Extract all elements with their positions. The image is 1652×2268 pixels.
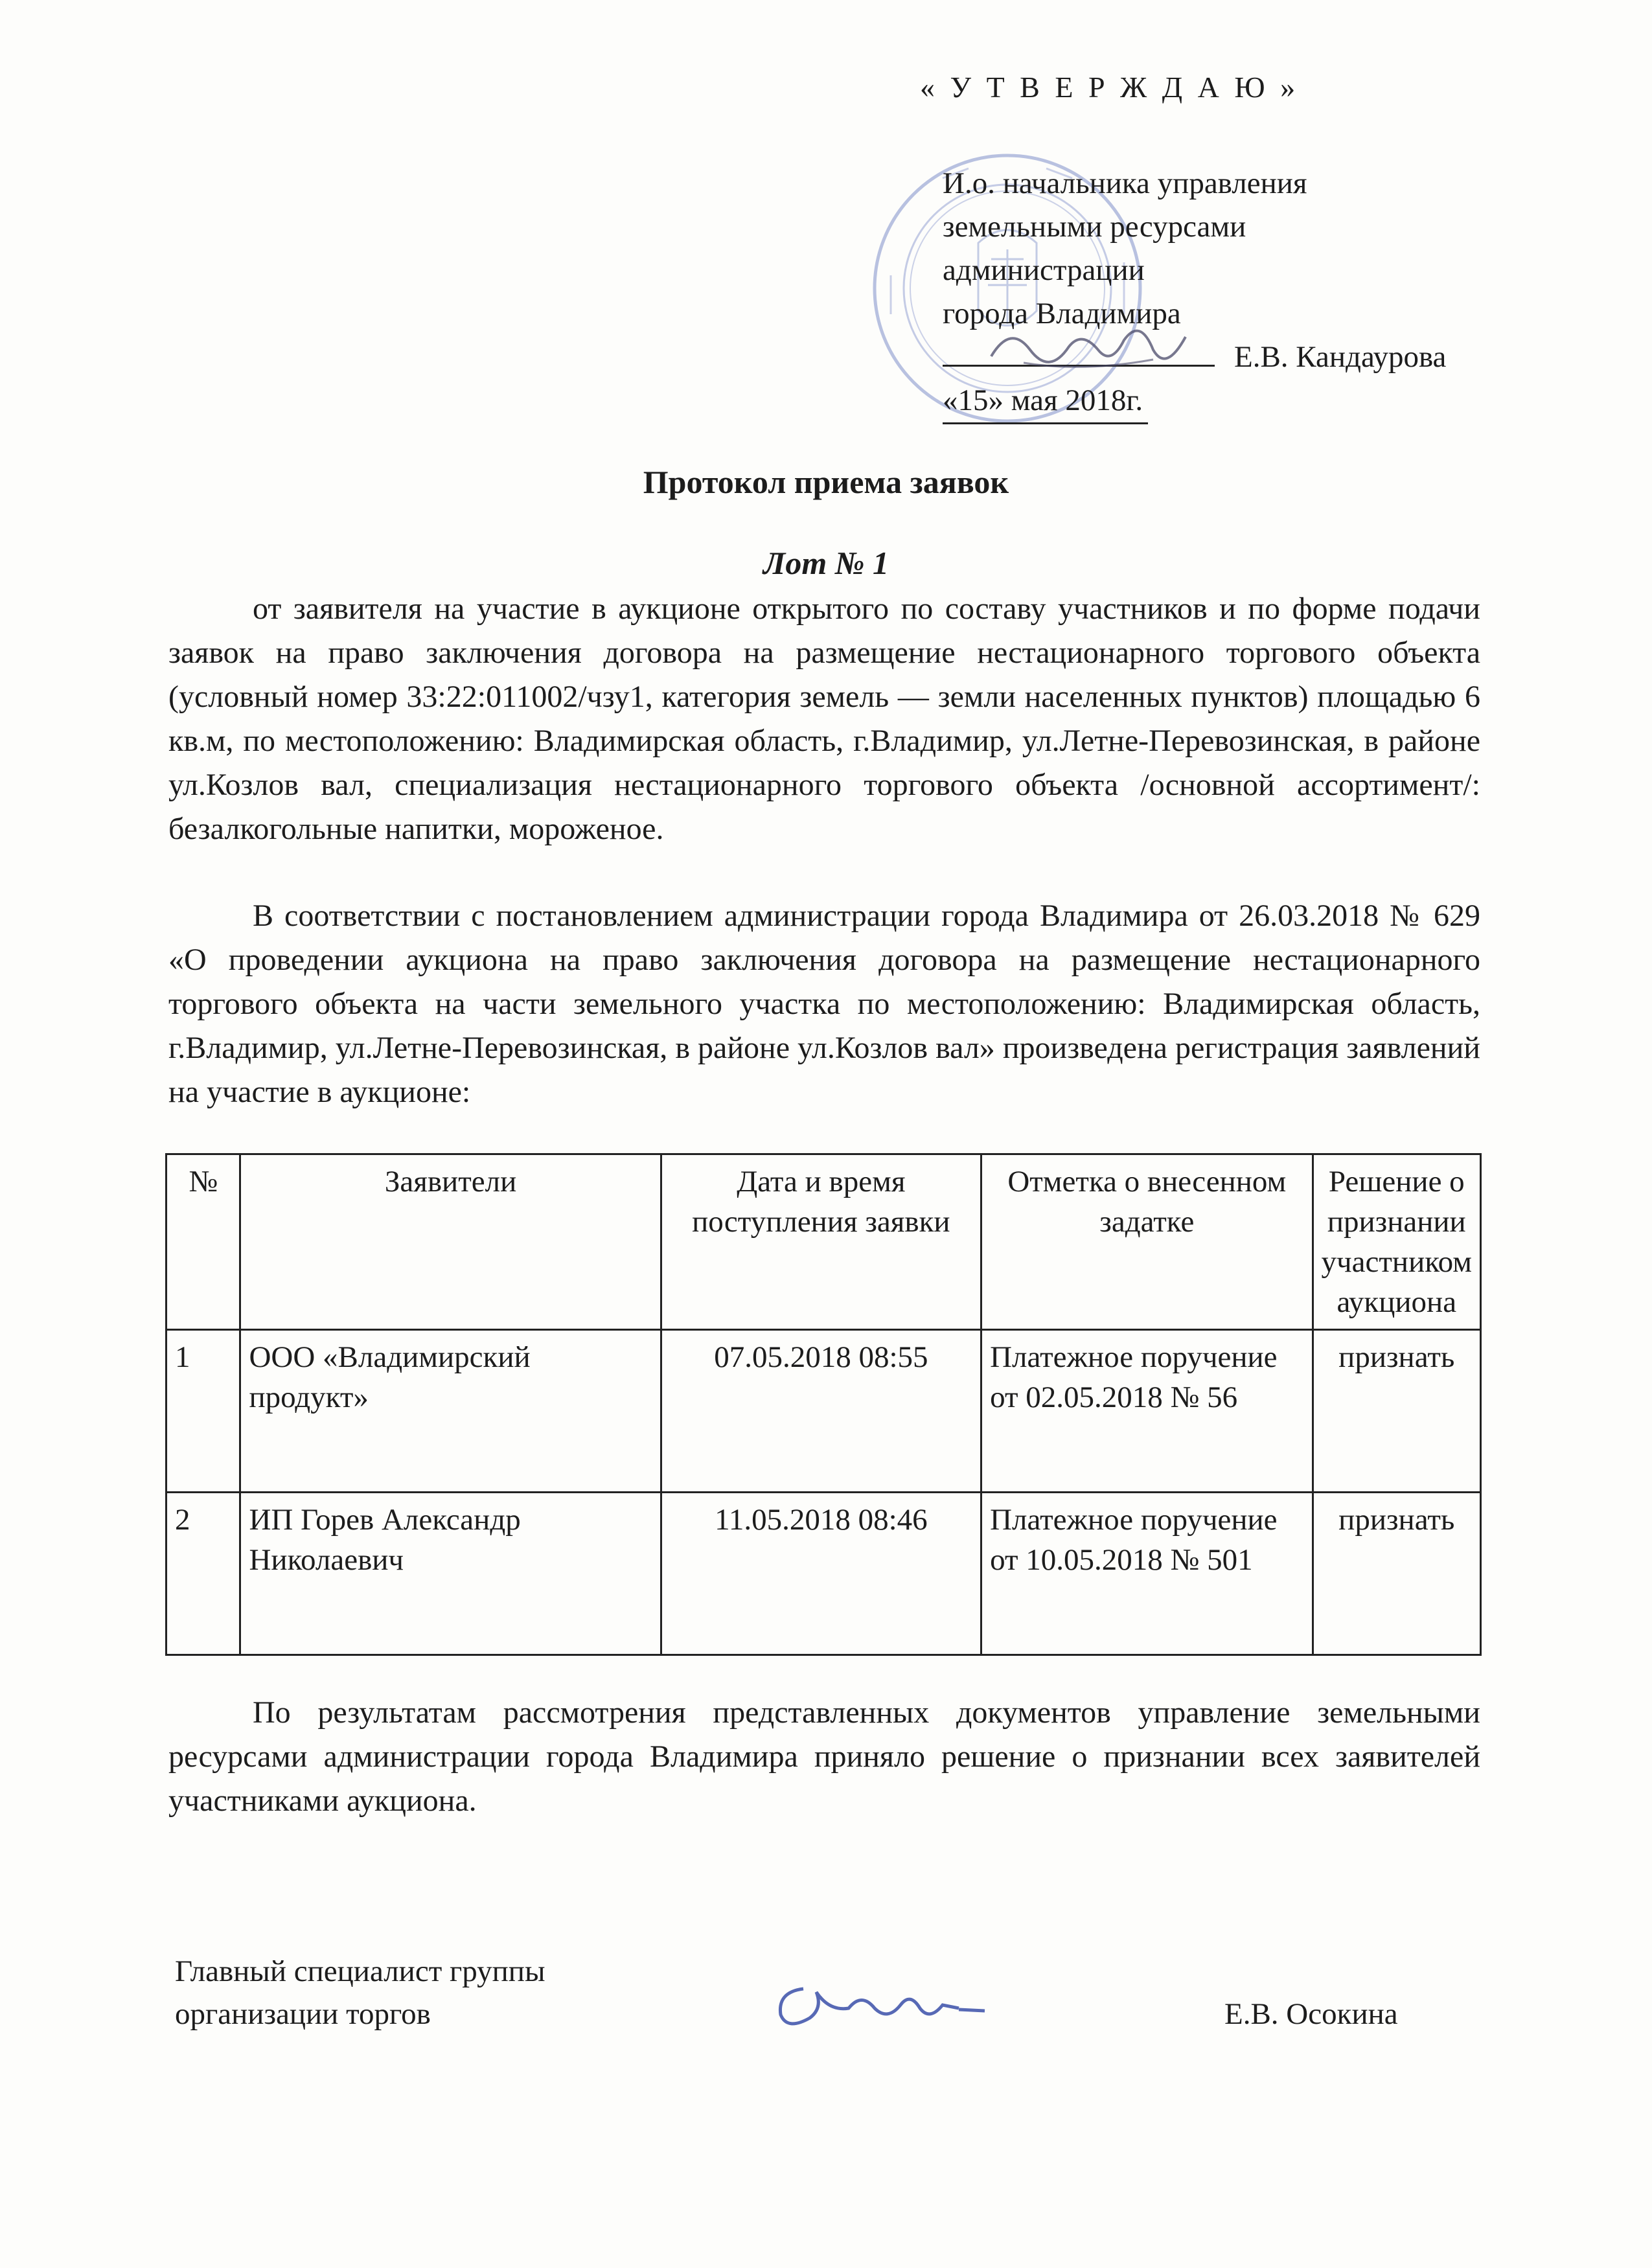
row-datetime: 07.05.2018 08:55 <box>661 1330 981 1493</box>
approval-block <box>943 162 1558 424</box>
signature-top <box>985 311 1192 382</box>
footer-signer-name: Е.В. Осокина <box>1224 1997 1398 2031</box>
paragraph-basis: В соответствии с постановлением администрации города Владимира от 26.03.2018 № 629 «О проведении аукциона на право заключения договора на размещение нестационарного торгового объекта на части земельного участка по местоположению: Владимирская область, г.Владимир, ул.Летне-Перевозинская, в районе ул.Козлов вал» произведена регистрация заявлений на участие в аукционе: <box>168 899 1480 1109</box>
applications-table <box>165 1153 1482 1656</box>
header-applicants: Заявители <box>240 1154 661 1330</box>
table-header-row <box>166 1154 1481 1330</box>
table-row <box>166 1330 1481 1493</box>
row-decision: признать <box>1313 1493 1480 1655</box>
footer-position-line-2: организации торгов <box>175 1997 431 2031</box>
approval-signer-name: Е.В. Кандаурова <box>1234 340 1447 374</box>
approval-line-2: земельными ресурсами <box>943 210 1246 244</box>
approval-title: « У Т В Е Р Ж Д А Ю » <box>920 71 1300 104</box>
footer-position <box>175 1950 545 2035</box>
row-decision: признать <box>1313 1330 1480 1493</box>
header-datetime: Дата и время поступления заявки <box>661 1154 981 1330</box>
row-deposit: Платежное поручение от 10.05.2018 № 501 <box>981 1493 1313 1655</box>
table-row <box>166 1493 1481 1655</box>
header-decision: Решение о признании участником аукциона <box>1313 1154 1480 1330</box>
row-applicant: ООО «Владимирский продукт» <box>240 1330 661 1493</box>
approval-date-row <box>943 379 1558 424</box>
footer-position-line-1: Главный специалист группы <box>175 1954 545 1988</box>
row-deposit: Платежное поручение от 02.05.2018 № 56 <box>981 1330 1313 1493</box>
approval-line-3: администрации <box>943 253 1145 287</box>
row-num: 1 <box>166 1330 240 1493</box>
row-datetime: 11.05.2018 08:46 <box>661 1493 981 1655</box>
header-num: № <box>166 1154 240 1330</box>
signature-bottom <box>764 1963 1011 2041</box>
paragraph-subject: от заявителя на участие в аукционе открытого по составу участников и по форме подачи заявок на право заключения договора на размещение нестационарного торгового объекта (условный номер 33:22:011002/чзу1, категория земель — земли населенных пунктов) площадью 6 кв.м, по местоположению: Владимирская область, г.Владимир, ул.Летне-Перевозинская, в районе ул.Козлов вал, специализация нестационарного торгового объекта /основной ассортимент/: безалкогольные напитки, мороженое. <box>168 591 1480 846</box>
document-title: Протокол приема заявок <box>643 464 1009 500</box>
row-num: 2 <box>166 1493 240 1655</box>
approval-line-4: города Владимира <box>943 297 1181 330</box>
row-applicant: ИП Горев Александр Николаевич <box>240 1493 661 1655</box>
approval-line-1: И.о. начальника управления <box>943 166 1307 200</box>
approval-date: «15» мая 2018г. <box>943 379 1148 424</box>
header-deposit: Отметка о внесенном задатке <box>981 1154 1313 1330</box>
lot-title: Лот № 1 <box>763 545 889 581</box>
paragraph-decision: По результатам рассмотрения представленных документов управление земельными ресурсами администрации города Владимира приняло решение о признании всех заявителей участниками аукциона. <box>168 1695 1480 1818</box>
